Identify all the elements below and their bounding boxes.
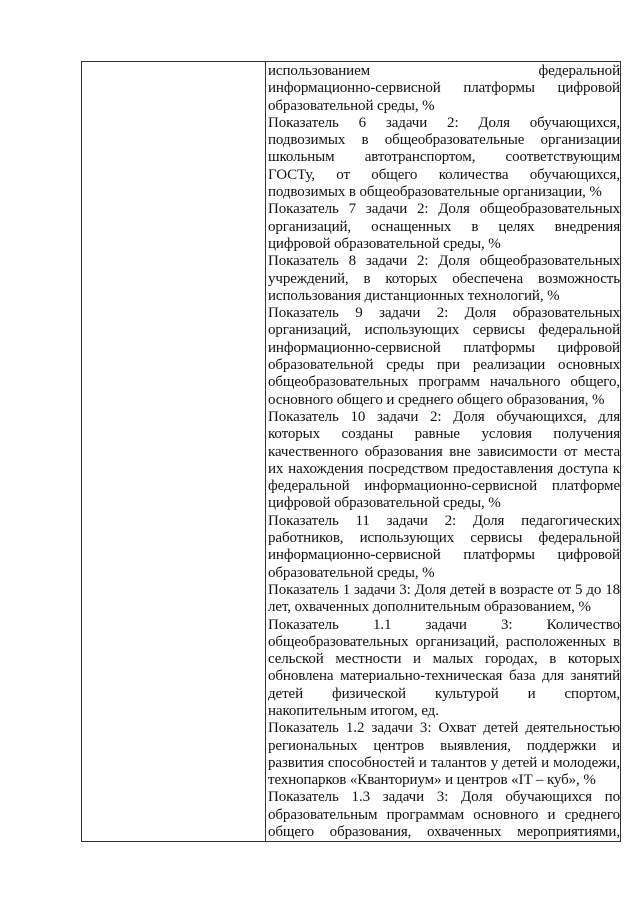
text-line: учреждений, в которых обеспечена возможность: [268, 270, 620, 287]
indicator-paragraph: [268, 63, 620, 115]
text-line: Показатель 1 задачи 3: Доля детей в возрасте от 5 до 18: [268, 581, 620, 598]
text-line: подвозимых в общеобразовательные организации: [268, 132, 620, 149]
text-line: их нахождения посредством предоставления доступа к: [268, 460, 620, 477]
text-line: общего образования, охваченных мероприятиями,: [268, 824, 620, 841]
text-line: образовательной среды при реализации основных: [268, 357, 620, 374]
text-line: сельской местности и малых городах, в которых: [268, 651, 620, 668]
text-line: Показатель 1.3 задачи 3: Доля обучающихся по: [268, 789, 620, 806]
indicator-paragraph: [268, 253, 620, 305]
text-line: Показатель 11 задачи 2: Доля педагогических: [268, 512, 620, 529]
text-line: Показатель 7 задачи 2: Доля общеобразовательных: [268, 201, 620, 218]
text-line: использованием федеральной: [268, 63, 620, 79]
text-line: Показатель 8 задачи 2: Доля общеобразовательных: [268, 253, 620, 270]
indicator-paragraph: [268, 513, 620, 582]
text-line: информационно-сервисной платформы цифровой: [268, 547, 620, 564]
text-line: использования дистанционных технологий, %: [268, 287, 560, 304]
text-line: ГОСТу, от общего количества обучающихся,: [268, 166, 620, 183]
text-line: лет, охваченных дополнительным образованием, %: [268, 599, 591, 616]
text-line: накопительным итогом, ед.: [268, 702, 439, 719]
indicator-table: [81, 61, 621, 842]
text-line: образовательной среды, %: [268, 564, 435, 581]
indicator-paragraph: [268, 115, 620, 201]
text-line: цифровой образовательной среды, %: [268, 235, 501, 252]
text-line: организаций, оснащенных в целях внедрения: [268, 218, 620, 235]
text-line: Показатель 1.1 задачи 3: Количество: [268, 616, 620, 633]
text-line: развития способностей и талантов у детей и молодежи,: [268, 754, 620, 771]
text-line: Показатель 6 задачи 2: Доля обучающихся,: [268, 114, 620, 131]
text-line: технопарков «Кванториум» и центров «IT – куб», %: [268, 772, 596, 789]
text-line: качественного образования вне зависимости от места: [268, 443, 620, 460]
left-cell: [82, 62, 266, 841]
indicator-paragraph: [268, 409, 620, 513]
text-line: Показатель 9 задачи 2: Доля образовательных: [268, 305, 620, 322]
text-line: общеобразовательных организаций, расположенных в: [268, 633, 620, 650]
indicator-paragraph: [268, 617, 620, 721]
text-line: федеральной информационно-сервисной платформе: [268, 478, 620, 495]
indicators-cell: [266, 62, 620, 841]
text-line: Показатель 1.2 задачи 3: Охват детей деятельностью: [268, 720, 620, 737]
text-line: организаций, использующих сервисы федеральной: [268, 322, 620, 339]
text-line: обновлена материально-техническая база для занятий: [268, 668, 620, 685]
text-line: цифровой образовательной среды, %: [268, 495, 501, 512]
text-line: информационно-сервисной платформы цифровой: [268, 80, 620, 97]
text-line: которых созданы равные условия получения: [268, 426, 620, 443]
text-line: детей физической культурой и спортом,: [268, 685, 620, 702]
text-line: региональных центров выявления, поддержки и: [268, 737, 620, 754]
text-line: образовательным программам основного и среднего: [268, 806, 620, 823]
indicator-paragraph: [268, 789, 620, 841]
text-line: школьным автотранспортом, соответствующим: [268, 149, 620, 166]
text-line: работников, использующих сервисы федеральной: [268, 530, 620, 547]
text-line: общеобразовательных программ начального общего,: [268, 374, 620, 391]
indicator-paragraph: [268, 305, 620, 409]
indicator-paragraph: [268, 720, 620, 789]
text-line: Показатель 10 задачи 2: Доля обучающихся, для: [268, 408, 620, 425]
indicator-paragraph: [268, 582, 620, 617]
text-line: информационно-сервисной платформы цифровой: [268, 339, 620, 356]
indicator-paragraph: [268, 201, 620, 253]
text-line: основного общего и среднего общего образования, %: [268, 391, 605, 408]
text-line: образовательной среды, %: [268, 97, 435, 114]
text-line: подвозимых в общеобразовательные организации, %: [268, 184, 602, 201]
